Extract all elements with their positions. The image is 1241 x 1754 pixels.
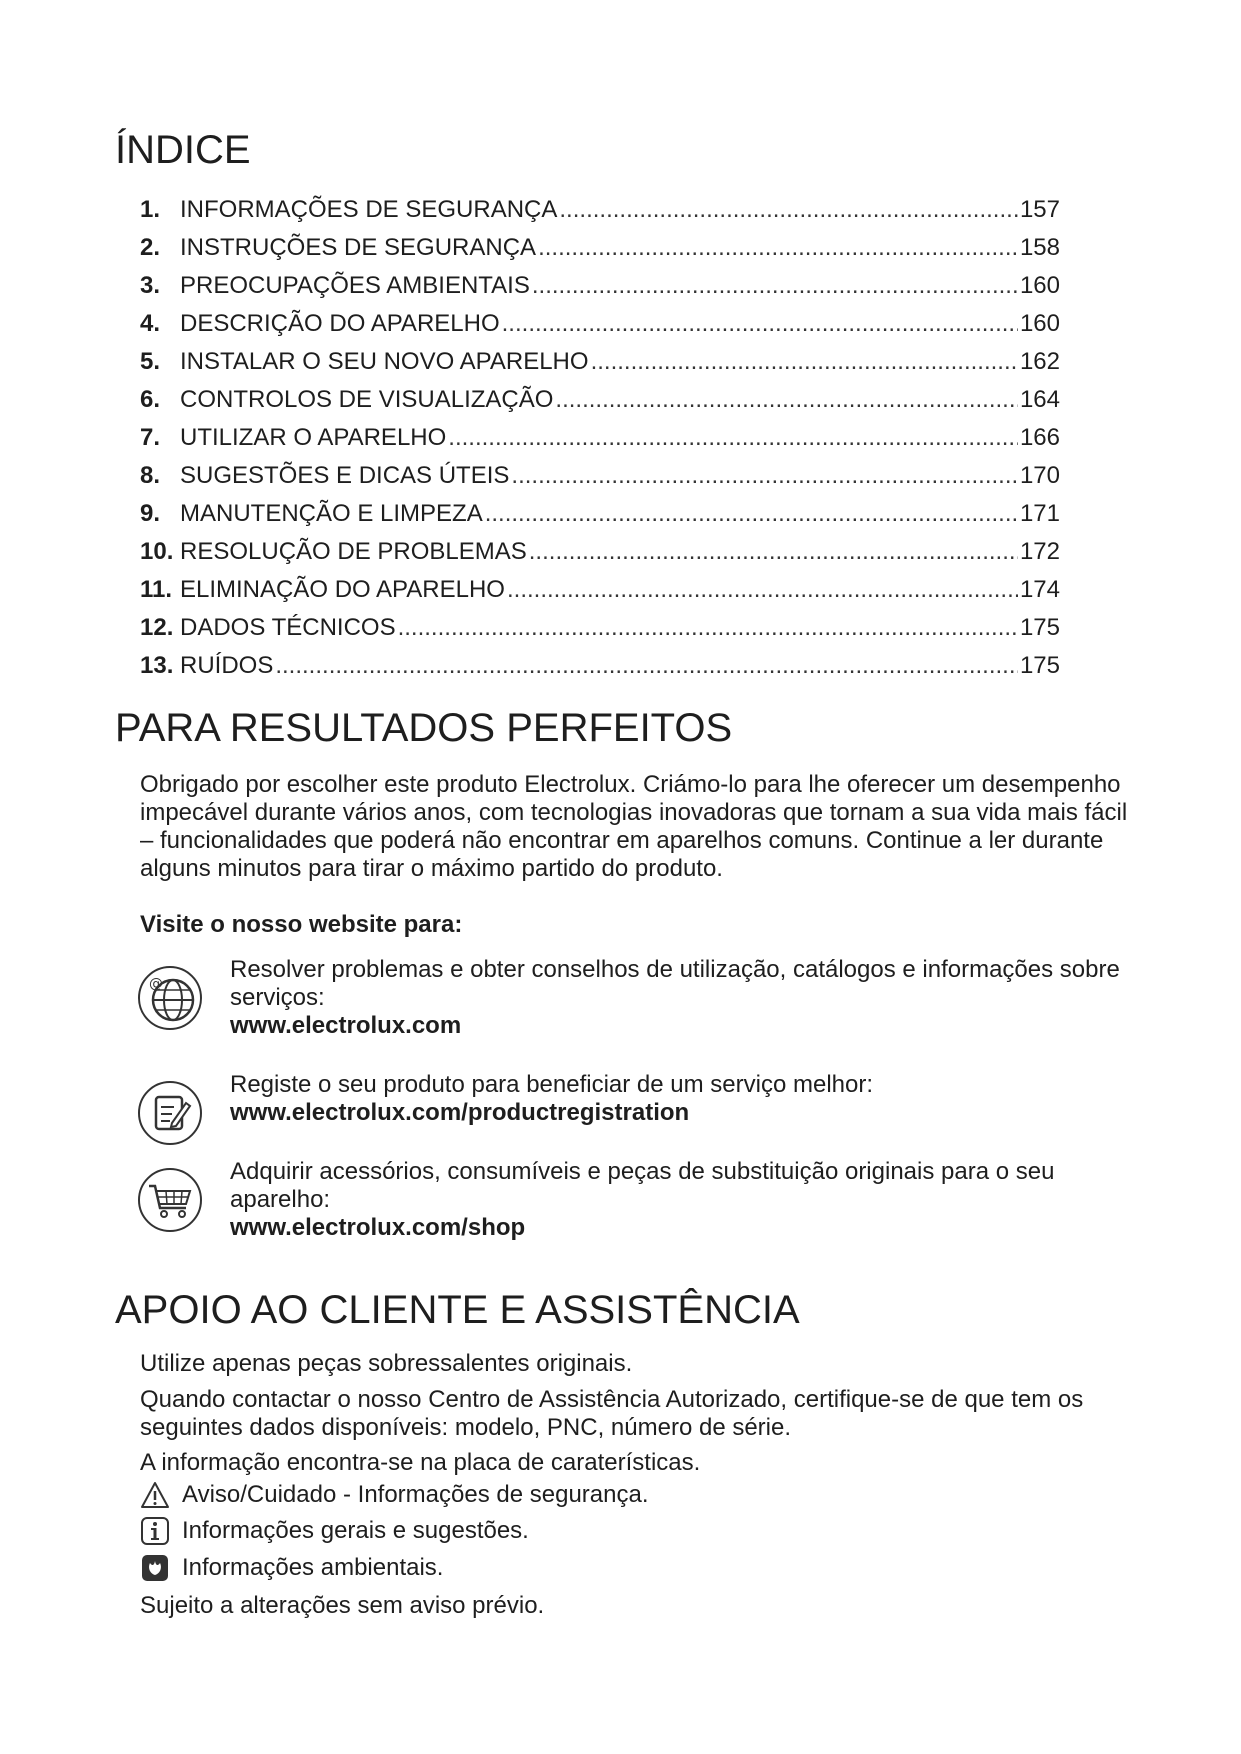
toc-leader bbox=[555, 386, 1018, 414]
shopping-cart-icon bbox=[136, 1166, 204, 1234]
website-link[interactable]: www.electrolux.com/productregistration bbox=[230, 1099, 690, 1126]
toc-number: 3. bbox=[140, 272, 161, 299]
customer-support-heading: APOIO AO CLIENTE E ASSISTÊNCIA bbox=[115, 1288, 800, 1332]
toc-row[interactable] bbox=[140, 462, 1060, 500]
toc-number: 6. bbox=[140, 386, 161, 413]
toc-leader bbox=[448, 424, 1018, 452]
toc-row[interactable] bbox=[140, 272, 1060, 310]
website-description: Resolver problemas e obter conselhos de utilização, catálogos e informações sobre serviços: bbox=[230, 956, 1120, 1011]
toc-row[interactable] bbox=[140, 576, 1060, 614]
table-of-contents bbox=[140, 196, 1060, 690]
website-item-text bbox=[230, 1158, 1130, 1242]
toc-page: 160 bbox=[1019, 310, 1060, 337]
toc-title: ELIMINAÇÃO DO APARELHO bbox=[180, 576, 505, 603]
toc-title: DADOS TÉCNICOS bbox=[180, 614, 396, 641]
toc-title: DESCRIÇÃO DO APARELHO bbox=[180, 310, 500, 337]
legend-text: Informações ambientais. bbox=[182, 1554, 444, 1581]
toc-row[interactable] bbox=[140, 538, 1060, 576]
svg-text:@: @ bbox=[149, 976, 163, 992]
website-item-text bbox=[230, 956, 1130, 1040]
indice-heading: ÍNDICE bbox=[115, 128, 251, 172]
support-paragraph: A informação encontra-se na placa de caraterísticas. bbox=[140, 1449, 701, 1476]
toc-title: INSTRUÇÕES DE SEGURANÇA bbox=[180, 234, 537, 261]
toc-page: 174 bbox=[1019, 576, 1060, 603]
website-description: Registe o seu produto para beneficiar de um serviço melhor: bbox=[230, 1071, 874, 1098]
toc-leader bbox=[502, 310, 1018, 338]
toc-title: MANUTENÇÃO E LIMPEZA bbox=[180, 500, 483, 527]
toc-leader bbox=[507, 576, 1018, 604]
toc-row[interactable] bbox=[140, 348, 1060, 386]
toc-leader bbox=[532, 272, 1018, 300]
toc-number: 12. bbox=[140, 614, 174, 641]
toc-leader bbox=[511, 462, 1018, 490]
toc-page: 157 bbox=[1019, 196, 1060, 223]
toc-title: RESOLUÇÃO DE PROBLEMAS bbox=[180, 538, 527, 565]
toc-row[interactable] bbox=[140, 196, 1060, 234]
warning-icon bbox=[140, 1480, 170, 1510]
toc-title: CONTROLOS DE VISUALIZAÇÃO bbox=[180, 386, 554, 413]
toc-number: 9. bbox=[140, 500, 161, 527]
toc-page: 171 bbox=[1019, 500, 1060, 527]
toc-number: 2. bbox=[140, 234, 161, 261]
toc-row[interactable] bbox=[140, 614, 1060, 652]
toc-page: 162 bbox=[1019, 348, 1060, 375]
website-description: Adquirir acessórios, consumíveis e peças de substituição originais para o seu aparelho: bbox=[230, 1158, 1055, 1213]
toc-leader bbox=[591, 348, 1018, 376]
toc-page: 158 bbox=[1019, 234, 1060, 261]
toc-row[interactable] bbox=[140, 424, 1060, 462]
toc-number: 8. bbox=[140, 462, 161, 489]
environment-icon bbox=[140, 1553, 170, 1583]
toc-page: 172 bbox=[1019, 538, 1060, 565]
toc-number: 7. bbox=[140, 424, 161, 451]
toc-title: PREOCUPAÇÕES AMBIENTAIS bbox=[180, 272, 530, 299]
intro-paragraph: Obrigado por escolher este produto Electrolux. Criámo-lo para lhe oferecer um desempenho impecável durante vários anos, com tecnologias inovadoras que tornam a sua vida mais fácil – funcionalidades que poderá não encontrar em aparelhos comuns. Continue a ler durante alguns minutos para tirar o máximo partido do produto. bbox=[140, 771, 1128, 882]
toc-title: INSTALAR O SEU NOVO APARELHO bbox=[180, 348, 589, 375]
toc-title: INFORMAÇÕES DE SEGURANÇA bbox=[180, 196, 558, 223]
legend-text: Aviso/Cuidado - Informações de segurança. bbox=[182, 1481, 649, 1508]
support-paragraph: Utilize apenas peças sobressalentes originais. bbox=[140, 1350, 633, 1377]
toc-title: RUÍDOS bbox=[180, 652, 274, 679]
toc-leader bbox=[529, 538, 1018, 566]
legend-text: Informações gerais e sugestões. bbox=[182, 1517, 529, 1544]
website-item-text bbox=[230, 1071, 1130, 1127]
legend-item-warning bbox=[140, 1480, 649, 1510]
toc-row[interactable] bbox=[140, 500, 1060, 538]
visit-website-label: Visite o nosso website para: bbox=[140, 911, 463, 938]
toc-page: 170 bbox=[1019, 462, 1060, 489]
toc-leader bbox=[538, 234, 1018, 262]
toc-page: 166 bbox=[1019, 424, 1060, 451]
legend-item-environment bbox=[140, 1553, 443, 1583]
toc-title: SUGESTÕES E DICAS ÚTEIS bbox=[180, 462, 510, 489]
website-link[interactable]: www.electrolux.com/shop bbox=[230, 1214, 526, 1241]
support-paragraph: Sujeito a alterações sem aviso prévio. bbox=[140, 1592, 545, 1619]
legend-item-info bbox=[140, 1516, 529, 1546]
toc-page: 160 bbox=[1019, 272, 1060, 299]
info-icon bbox=[140, 1516, 170, 1546]
support-paragraph: Quando contactar o nosso Centro de Assistência Autorizado, certifique-se de que tem os seguintes dados disponíveis: modelo, PNC, número de série. bbox=[140, 1386, 1084, 1441]
toc-leader bbox=[398, 614, 1018, 642]
toc-number: 1. bbox=[140, 196, 161, 223]
toc-page: 164 bbox=[1019, 386, 1060, 413]
toc-number: 10. bbox=[140, 538, 174, 565]
toc-number: 5. bbox=[140, 348, 161, 375]
toc-leader bbox=[485, 500, 1018, 528]
toc-number: 11. bbox=[140, 576, 173, 603]
toc-page: 175 bbox=[1019, 614, 1060, 641]
toc-leader bbox=[275, 652, 1018, 680]
toc-leader bbox=[559, 196, 1018, 224]
toc-row[interactable] bbox=[140, 234, 1060, 272]
perfect-results-heading: PARA RESULTADOS PERFEITOS bbox=[115, 706, 733, 750]
toc-page: 175 bbox=[1019, 652, 1060, 679]
toc-row[interactable] bbox=[140, 310, 1060, 348]
registration-icon bbox=[136, 1079, 204, 1147]
toc-row[interactable] bbox=[140, 386, 1060, 424]
toc-title: UTILIZAR O APARELHO bbox=[180, 424, 447, 451]
toc-row[interactable] bbox=[140, 652, 1060, 690]
website-link[interactable]: www.electrolux.com bbox=[230, 1012, 462, 1039]
toc-number: 13. bbox=[140, 652, 174, 679]
toc-number: 4. bbox=[140, 310, 161, 337]
globe-icon bbox=[136, 964, 204, 1032]
